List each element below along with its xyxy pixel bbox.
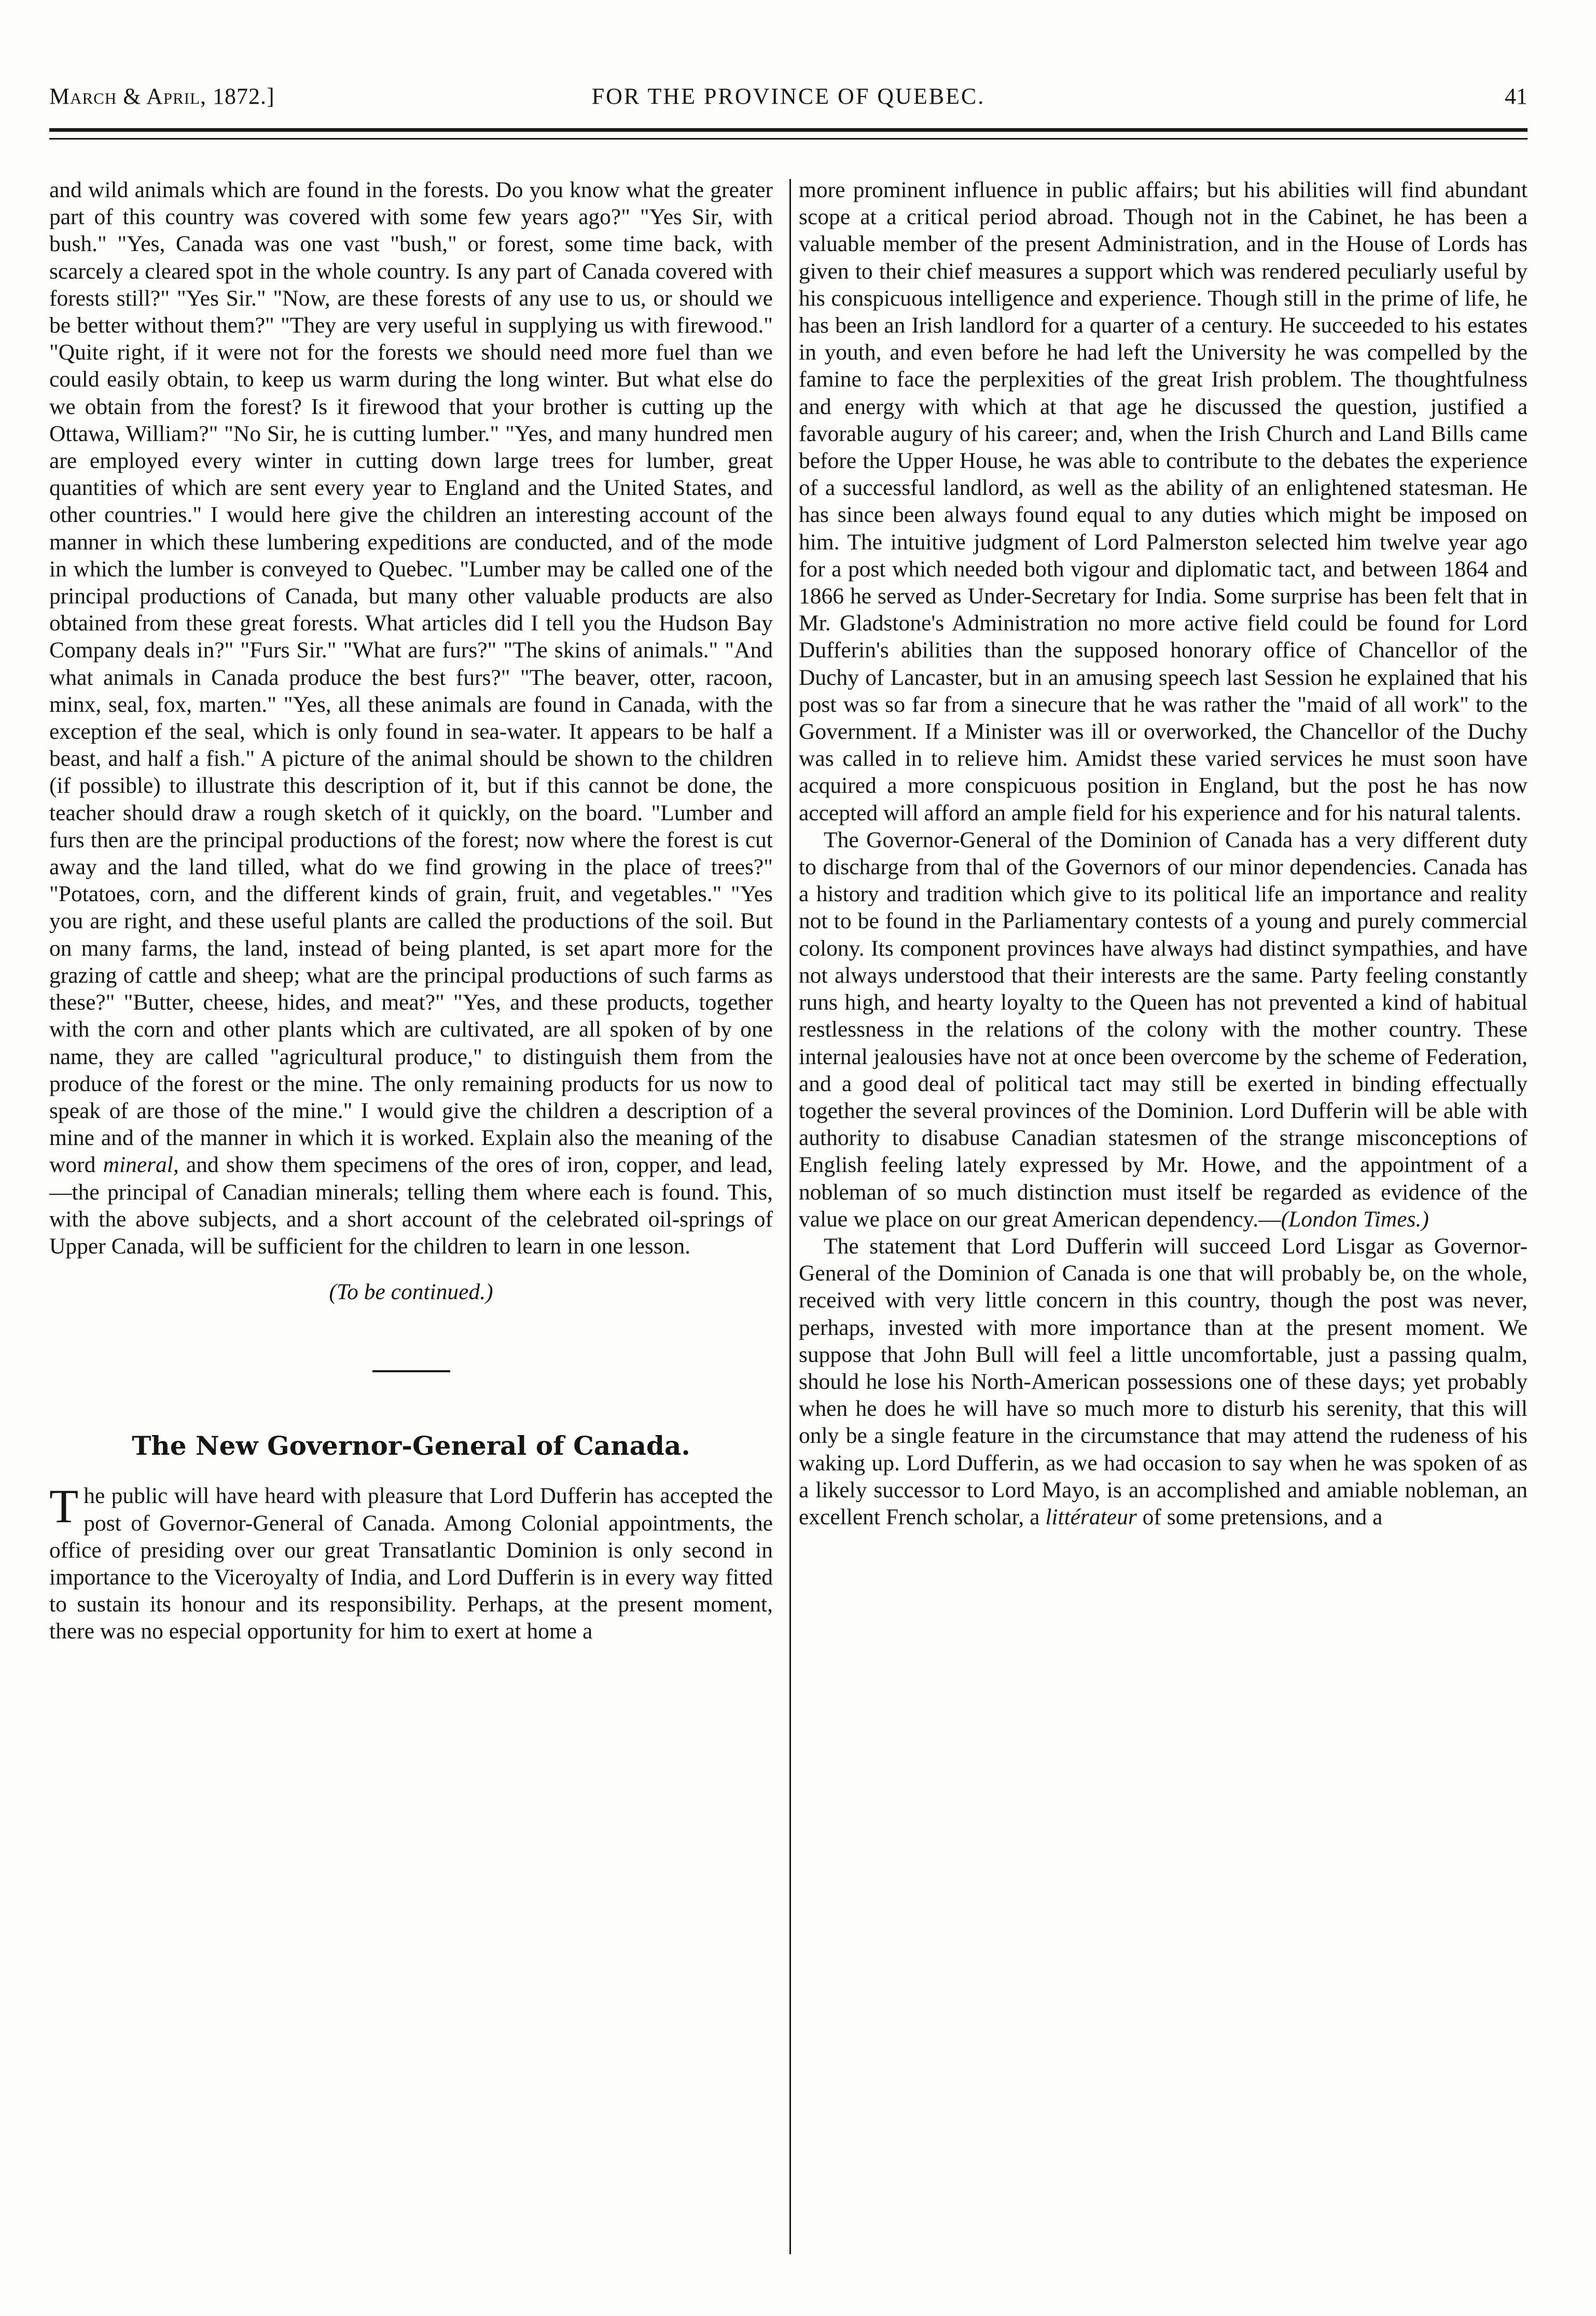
to-be-continued: (To be continued.) (329, 1279, 493, 1305)
article-title: The New Governor-General of Canada. (132, 1430, 690, 1462)
source-citation: (London Times.) (1281, 1206, 1429, 1232)
right-paragraph-3-text: The statement that Lord Dufferin will succeed Lord Lisgar as Governor-General of the Dominion of Canada is one that will probably be, on the whole, received with very little concern in this country, though the post was never, perhaps, invested with more importance than at the present moment. We suppose that John Bull will feel a little uncomfortable, just a passing qualm, should he lose his North-American possessions one of these days; yet probably when he does he will have so much more to disturb his serenity, that this will only be a single feature in the circumstance that may attend the rudeness of his waking up. Lord Dufferin, as we had occasion to say when he was spoken of as a likely successor to Lord Mayo, is an accomplished and amiable nobleman, an excellent French scholar, a (799, 1233, 1528, 1529)
left-column (49, 176, 773, 1645)
article-paragraph-1 (49, 1482, 773, 1645)
right-paragraph-3 (799, 1233, 1528, 1531)
right-paragraph-1: more prominent influence in public affairs; but his abilities will find abundant scope at a critical period abroad. Though not in the Cabinet, he has been a valuable member of the present Administration, and in the House of Lords has given to their chief measures a support which was rendered peculiarly useful by his conspicuous intelligence and experience. Though still in the prime of life, he has been an Irish landlord for a quarter of a century. He succeeded to his estates in youth, and even before he had left the University he was compelled by the famine to face the perplexities of the great Irish problem. The thoughtfulness and energy with which at that age he discussed the question, justified a favorable augury of his career; and, when the Irish Church and Land Bills came before the Upper House, he was able to contribute to the debates the experience of a successful landlord, as well as the ability of an enlightened statesman. He has since been always found equal to any duties which might be imposed on him. The intuitive judgment of Lord Palmerston selected him twelve year ago for a post which needed both vigour and diplomatic tact, and between 1864 and 1866 he served as Under-Secretary for India. Some surprise has been felt that in Mr. Gladstone's Administration no more active field could be found for Lord Dufferin's abilities than the supposed honorary office of Chancellor of the Duchy of Lancaster, but in an amusing speech last Session he explained that his post was so far from a sinecure that he was rather the "maid of all work" to the Government. If a Minister was ill or overworked, the Chancellor of the Duchy was called in to relieve him. Amidst these varied services he must soon have acquired a more conspicuous position in England, but the post he has now accepted will afford an ample field for his experience and for his natural talents. (799, 177, 1528, 825)
continued-text-end: and show them specimens of the ores of iron, copper, and lead,—the principal of Canadian minerals; telling them where each is found. This, with the above subjects, and a short account of the celebrated oil-springs of Upper Canada, will be sufficient for the children to learn in one lesson. (49, 1152, 773, 1259)
header-rule-thick (49, 128, 1528, 132)
drop-cap: T (49, 1480, 79, 1533)
litterateur-word: littérateur (1045, 1504, 1137, 1529)
right-paragraph-2-text: The Governor-General of the Dominion of Canada has a very different duty to discharge from thal of the Governors of our minor dependencies. Canada has a history and tradition which give to its political life an importance and reality not to be found in the Parliamentary contests of a young and purely commercial colony. Its component provinces have always had distinct sympathies, and have not always understood that their interests are the same. Party feeling constantly runs high, and hearty loyalty to the Queen has not prevented a kind of habitual restlessness in the relations of the colony with the mother country. These internal jealousies have not at once been overcome by the scheme of Federation, and a good deal of political tact may still be exerted in binding effectually together the several provinces of the Dominion. Lord Dufferin will be able with authority to disabuse Canadian statesmen of the strange misconceptions of English feeling lately expressed by Mr. Howe, and the appointment of a nobleman of so much distinction must itself be regarded as evidence of the value we place on our great American dependency.— (799, 827, 1528, 1232)
header-rule-thin (49, 138, 1528, 140)
continued-paragraph (49, 176, 773, 1260)
right-column (799, 176, 1528, 1531)
mineral-word: mineral, (103, 1152, 179, 1178)
section-separator (372, 1370, 450, 1372)
right-paragraph-2 (799, 826, 1528, 1233)
column-divider (789, 179, 791, 2254)
continued-text: and wild animals which are found in the forests. Do you know what the greater part of this country was covered with some few years ago?" "Yes Sir, with bush." "Yes, Canada was one vast "bush," or forest, some time back, with scarcely a cleared spot in the whole country. Is any part of Canada covered with forests still?" "Yes Sir." "Now, are these forests of any use to us, or should we be better without them?" "They are very useful in supplying us with firewood." "Quite right, if it were not for the forests we should need more fuel than we could easily obtain, to keep us warm during the long winter. But what else do we obtain from the forest? Is it firewood that your brother is cutting up the Ottawa, William?" "No Sir, he is cutting lumber." "Yes, and many hundred men are employed every winter in cutting down large trees for lumber, great quantities of which are sent every year to England and the United States, and other countries." I would here give the children an interesting account of the manner in which these lumbering expeditions are conducted, and of the mode in which the lumber is conveyed to Quebec. "Lumber may be called one of the principal productions of Canada, but many other valuable products are also obtained from these great forests. What articles did I tell you the Hudson Bay Company deals in?" "Furs Sir." "What are furs?" "The skins of animals." "And what animals in Canada produce the best furs?" "The beaver, otter, racoon, minx, seal, fox, marten." "Yes, all these animals are found in Canada, with the exception ef the seal, which is only found in sea-water. It appears to be half a beast, and half a fish." A picture of the animal should be shown to the children (if possible) to illustrate this description of it, but if this cannot be done, the teacher should draw a rough sketch of it quickly, on the board. "Lumber and furs then are the principal productions of the forest; now where the forest is cut away and the land tilled, what do we find growing in the place of trees?" "Potatoes, corn, and the different kinds of grain, fruit, and vegetables." "Yes you are right, and these useful plants are called the productions of the soil. But on many farms, the land, instead of being planted, is set apart more for the grazing of cattle and sheep; what are the principal productions of such farms as these?" "Butter, cheese, hides, and meat?" "Yes, and these products, together with the corn and other plants which are cultivated, are all spoken of by one name, they are called "agricultural produce," to distinguish them from the produce of the forest or the mine. The only remaining products for us now to speak of are those of the mine." I would give the children a description of a mine and of the manner in which it is worked. Explain also the meaning of the word (49, 177, 773, 1178)
header-title: FOR THE PROVINCE OF QUEBEC. (591, 84, 986, 109)
header-date: March & April, 1872.] (49, 84, 275, 109)
page-header (49, 83, 1528, 119)
right-paragraph-3-end: of some pretensions, and a (1142, 1504, 1383, 1529)
page-number: 41 (1505, 84, 1528, 109)
article-paragraph-1-text: he public will have heard with pleasure that Lord Dufferin has accepted the post of Governor-General of Canada. Among Colonial appointments, the office of presiding over our great Transatlantic Dominion is only second in importance to the Viceroyalty of India, and Lord Dufferin is in every way fitted to sustain its honour and its responsibility. Perhaps, at the present moment, there was no especial opportunity for him to exert at home a (49, 1483, 773, 1644)
